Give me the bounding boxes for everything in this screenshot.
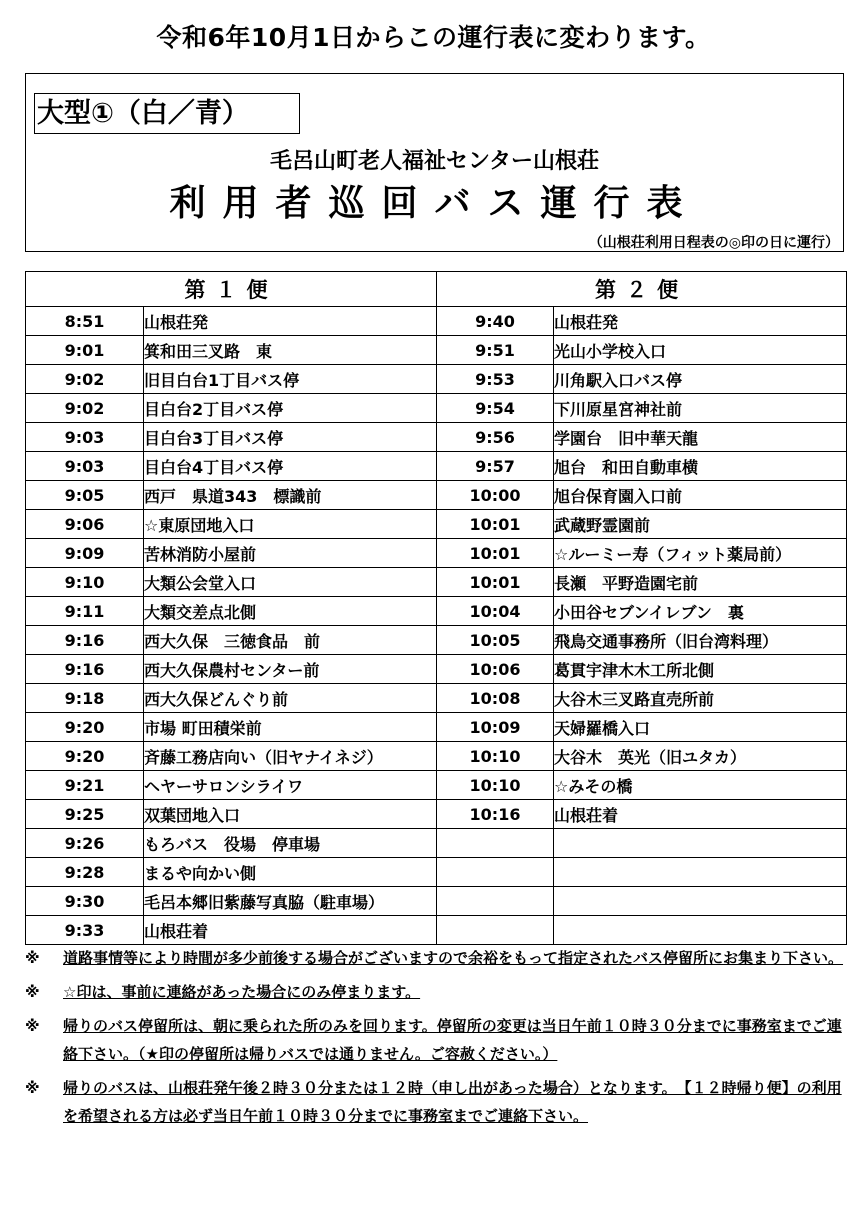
first-run-stop: 旧目白台1丁目バス停 (144, 365, 437, 394)
second-run-time: 10:08 (437, 684, 554, 713)
note-mark: ※ (25, 983, 40, 1001)
first-run-stop: 西大久保農村センター前 (144, 655, 437, 684)
second-run-time: 10:16 (437, 800, 554, 829)
second-run-time: 10:10 (437, 771, 554, 800)
first-run-time: 9:33 (26, 916, 144, 945)
second-run-stop: 天婦羅橋入口 (554, 713, 847, 742)
second-run-time: 10:10 (437, 742, 554, 771)
first-run-stop: 目白台3丁目バス停 (144, 423, 437, 452)
second-run-stop: 下川原星宮神社前 (554, 394, 847, 423)
first-run-time: 9:03 (26, 452, 144, 481)
table-row (26, 307, 847, 336)
first-run-stop: 山根荘着 (144, 916, 437, 945)
first-run-time: 9:02 (26, 365, 144, 394)
first-run-stop: ☆東原団地入口 (144, 510, 437, 539)
table-row (26, 916, 847, 945)
first-run-time: 9:25 (26, 800, 144, 829)
note-text: 帰りのバスは、山根荘発午後２時３０分または１２時（申し出があった場合）となります。 【１２時帰り便】の利用を希望される方は必ず当日午前１０時３０分までに事務室までご連絡下さい。 (63, 1079, 842, 1125)
bus-type-label: 大型①（白／青） (34, 93, 300, 134)
first-run-time: 9:16 (26, 626, 144, 655)
first-run-time: 9:05 (26, 481, 144, 510)
first-run-time: 9:18 (26, 684, 144, 713)
table-row (26, 771, 847, 800)
note-mark: ※ (25, 949, 40, 967)
second-run-time: 9:53 (437, 365, 554, 394)
page-title: 利用者巡回バス運行表 (169, 183, 700, 224)
second-run-time: 10:01 (437, 539, 554, 568)
first-run-time: 9:10 (26, 568, 144, 597)
first-run-stop: 西大久保 三徳食品 前 (144, 626, 437, 655)
table-row (26, 452, 847, 481)
first-run-time: 9:03 (26, 423, 144, 452)
second-run-time: 10:01 (437, 568, 554, 597)
second-run-time: 9:51 (437, 336, 554, 365)
first-run-time: 9:16 (26, 655, 144, 684)
second-run-time (437, 916, 554, 945)
note-item (25, 1012, 846, 1068)
second-run-stop: 旭台 和田自動車横 (554, 452, 847, 481)
second-run-time: 9:57 (437, 452, 554, 481)
table-row (26, 887, 847, 916)
note-text: ☆印は、事前に連絡があった場合にのみ停まります。 (63, 983, 421, 1001)
second-run-time: 9:54 (437, 394, 554, 423)
second-run-header: 第２便 (437, 272, 847, 307)
second-run-stop: ☆みその橋 (554, 771, 847, 800)
notice-heading: 令和6年10月1日からこの運行表に変わります。 (156, 23, 711, 52)
first-run-stop: まるや向かい側 (144, 858, 437, 887)
second-run-stop: 山根荘着 (554, 800, 847, 829)
first-run-stop: 箕和田三叉路 東 (144, 336, 437, 365)
second-run-stop: 小田谷セブンイレブン 裏 (554, 597, 847, 626)
note-item (25, 978, 846, 1006)
first-run-time: 9:09 (26, 539, 144, 568)
first-run-time: 9:01 (26, 336, 144, 365)
second-run-time (437, 858, 554, 887)
table-row (26, 481, 847, 510)
first-run-time: 9:20 (26, 713, 144, 742)
second-run-time: 9:56 (437, 423, 554, 452)
first-run-time: 9:20 (26, 742, 144, 771)
note-text: 帰りのバス停留所は、朝に乗られた所のみを回ります。停留所の変更は当日午前１０時３０分までに事務室までご連絡下さい。（★印の停留所は帰りバスでは通りません。ご容赦ください。） (63, 1017, 842, 1063)
second-run-stop: 大谷木 英光（旧ユタカ） (554, 742, 847, 771)
first-run-stop: 西戸 県道343 標識前 (144, 481, 437, 510)
note-mark: ※ (25, 1079, 40, 1097)
table-row (26, 423, 847, 452)
table-row (26, 365, 847, 394)
second-run-stop (554, 916, 847, 945)
table-row (26, 597, 847, 626)
first-run-stop: 斉藤工務店向い（旧ヤナイネジ） (144, 742, 437, 771)
second-run-time: 9:40 (437, 307, 554, 336)
first-run-stop: 大類公会堂入口 (144, 568, 437, 597)
first-run-stop: 双葉団地入口 (144, 800, 437, 829)
first-run-time: 9:06 (26, 510, 144, 539)
second-run-time: 10:04 (437, 597, 554, 626)
second-run-stop: 学園台 旧中華天龍 (554, 423, 847, 452)
second-run-time: 10:06 (437, 655, 554, 684)
table-row (26, 510, 847, 539)
first-run-stop: 山根荘発 (144, 307, 437, 336)
first-run-time: 9:28 (26, 858, 144, 887)
second-run-time (437, 829, 554, 858)
second-run-stop: 旭台保育園入口前 (554, 481, 847, 510)
first-run-stop: 市場 町田積栄前 (144, 713, 437, 742)
table-row (26, 742, 847, 771)
second-run-time: 10:05 (437, 626, 554, 655)
table-row (26, 858, 847, 887)
notes-section (25, 944, 846, 1136)
header-box (25, 73, 844, 252)
facility-name: 毛呂山町老人福祉センター山根荘 (269, 149, 600, 174)
table-row (26, 713, 847, 742)
second-run-stop (554, 858, 847, 887)
table-row (26, 829, 847, 858)
second-run-stop: 飛鳥交通事務所（旧台湾料理） (554, 626, 847, 655)
first-run-stop: 毛呂本郷旧紫藤写真脇（駐車場） (144, 887, 437, 916)
note-mark: ※ (25, 1017, 40, 1035)
second-run-time (437, 887, 554, 916)
first-run-header: 第１便 (26, 272, 437, 307)
second-run-stop: 長瀬 平野造園宅前 (554, 568, 847, 597)
table-row (26, 568, 847, 597)
second-run-stop: 山根荘発 (554, 307, 847, 336)
first-run-stop: 西大久保どんぐり前 (144, 684, 437, 713)
first-run-stop: 目白台2丁目バス停 (144, 394, 437, 423)
second-run-stop: 大谷木三叉路直売所前 (554, 684, 847, 713)
second-run-stop: 葛貫宇津木木工所北側 (554, 655, 847, 684)
timetable (25, 271, 847, 945)
second-run-time: 10:00 (437, 481, 554, 510)
second-run-stop: 武蔵野霊園前 (554, 510, 847, 539)
second-run-stop: 川角駅入口バス停 (554, 365, 847, 394)
table-row (26, 336, 847, 365)
table-row (26, 684, 847, 713)
table-row (26, 626, 847, 655)
table-row (26, 655, 847, 684)
timetable-body (26, 307, 847, 945)
first-run-stop: 大類交差点北側 (144, 597, 437, 626)
second-run-stop (554, 887, 847, 916)
first-run-time: 9:21 (26, 771, 144, 800)
table-row (26, 394, 847, 423)
first-run-time: 9:30 (26, 887, 144, 916)
table-row (26, 539, 847, 568)
note-item (25, 944, 846, 972)
note-text: 道路事情等により時間が多少前後する場合がございますので余裕をもって指定されたバス停留所にお集まり下さい。 (63, 949, 844, 967)
first-run-stop: 目白台4丁目バス停 (144, 452, 437, 481)
first-run-stop: もろバス 役場 停車場 (144, 829, 437, 858)
first-run-stop: ヘヤーサロンシライワ (144, 771, 437, 800)
second-run-stop (554, 829, 847, 858)
note-item (25, 1074, 846, 1130)
first-run-time: 9:02 (26, 394, 144, 423)
first-run-time: 8:51 (26, 307, 144, 336)
first-run-time: 9:11 (26, 597, 144, 626)
second-run-time: 10:09 (437, 713, 554, 742)
first-run-time: 9:26 (26, 829, 144, 858)
second-run-stop: 光山小学校入口 (554, 336, 847, 365)
second-run-stop: ☆ルーミー寿（フィット薬局前） (554, 539, 847, 568)
table-row (26, 800, 847, 829)
operation-note: （山根荘利用日程表の◎印の日に運行） (588, 235, 839, 251)
second-run-time: 10:01 (437, 510, 554, 539)
first-run-stop: 苦林消防小屋前 (144, 539, 437, 568)
